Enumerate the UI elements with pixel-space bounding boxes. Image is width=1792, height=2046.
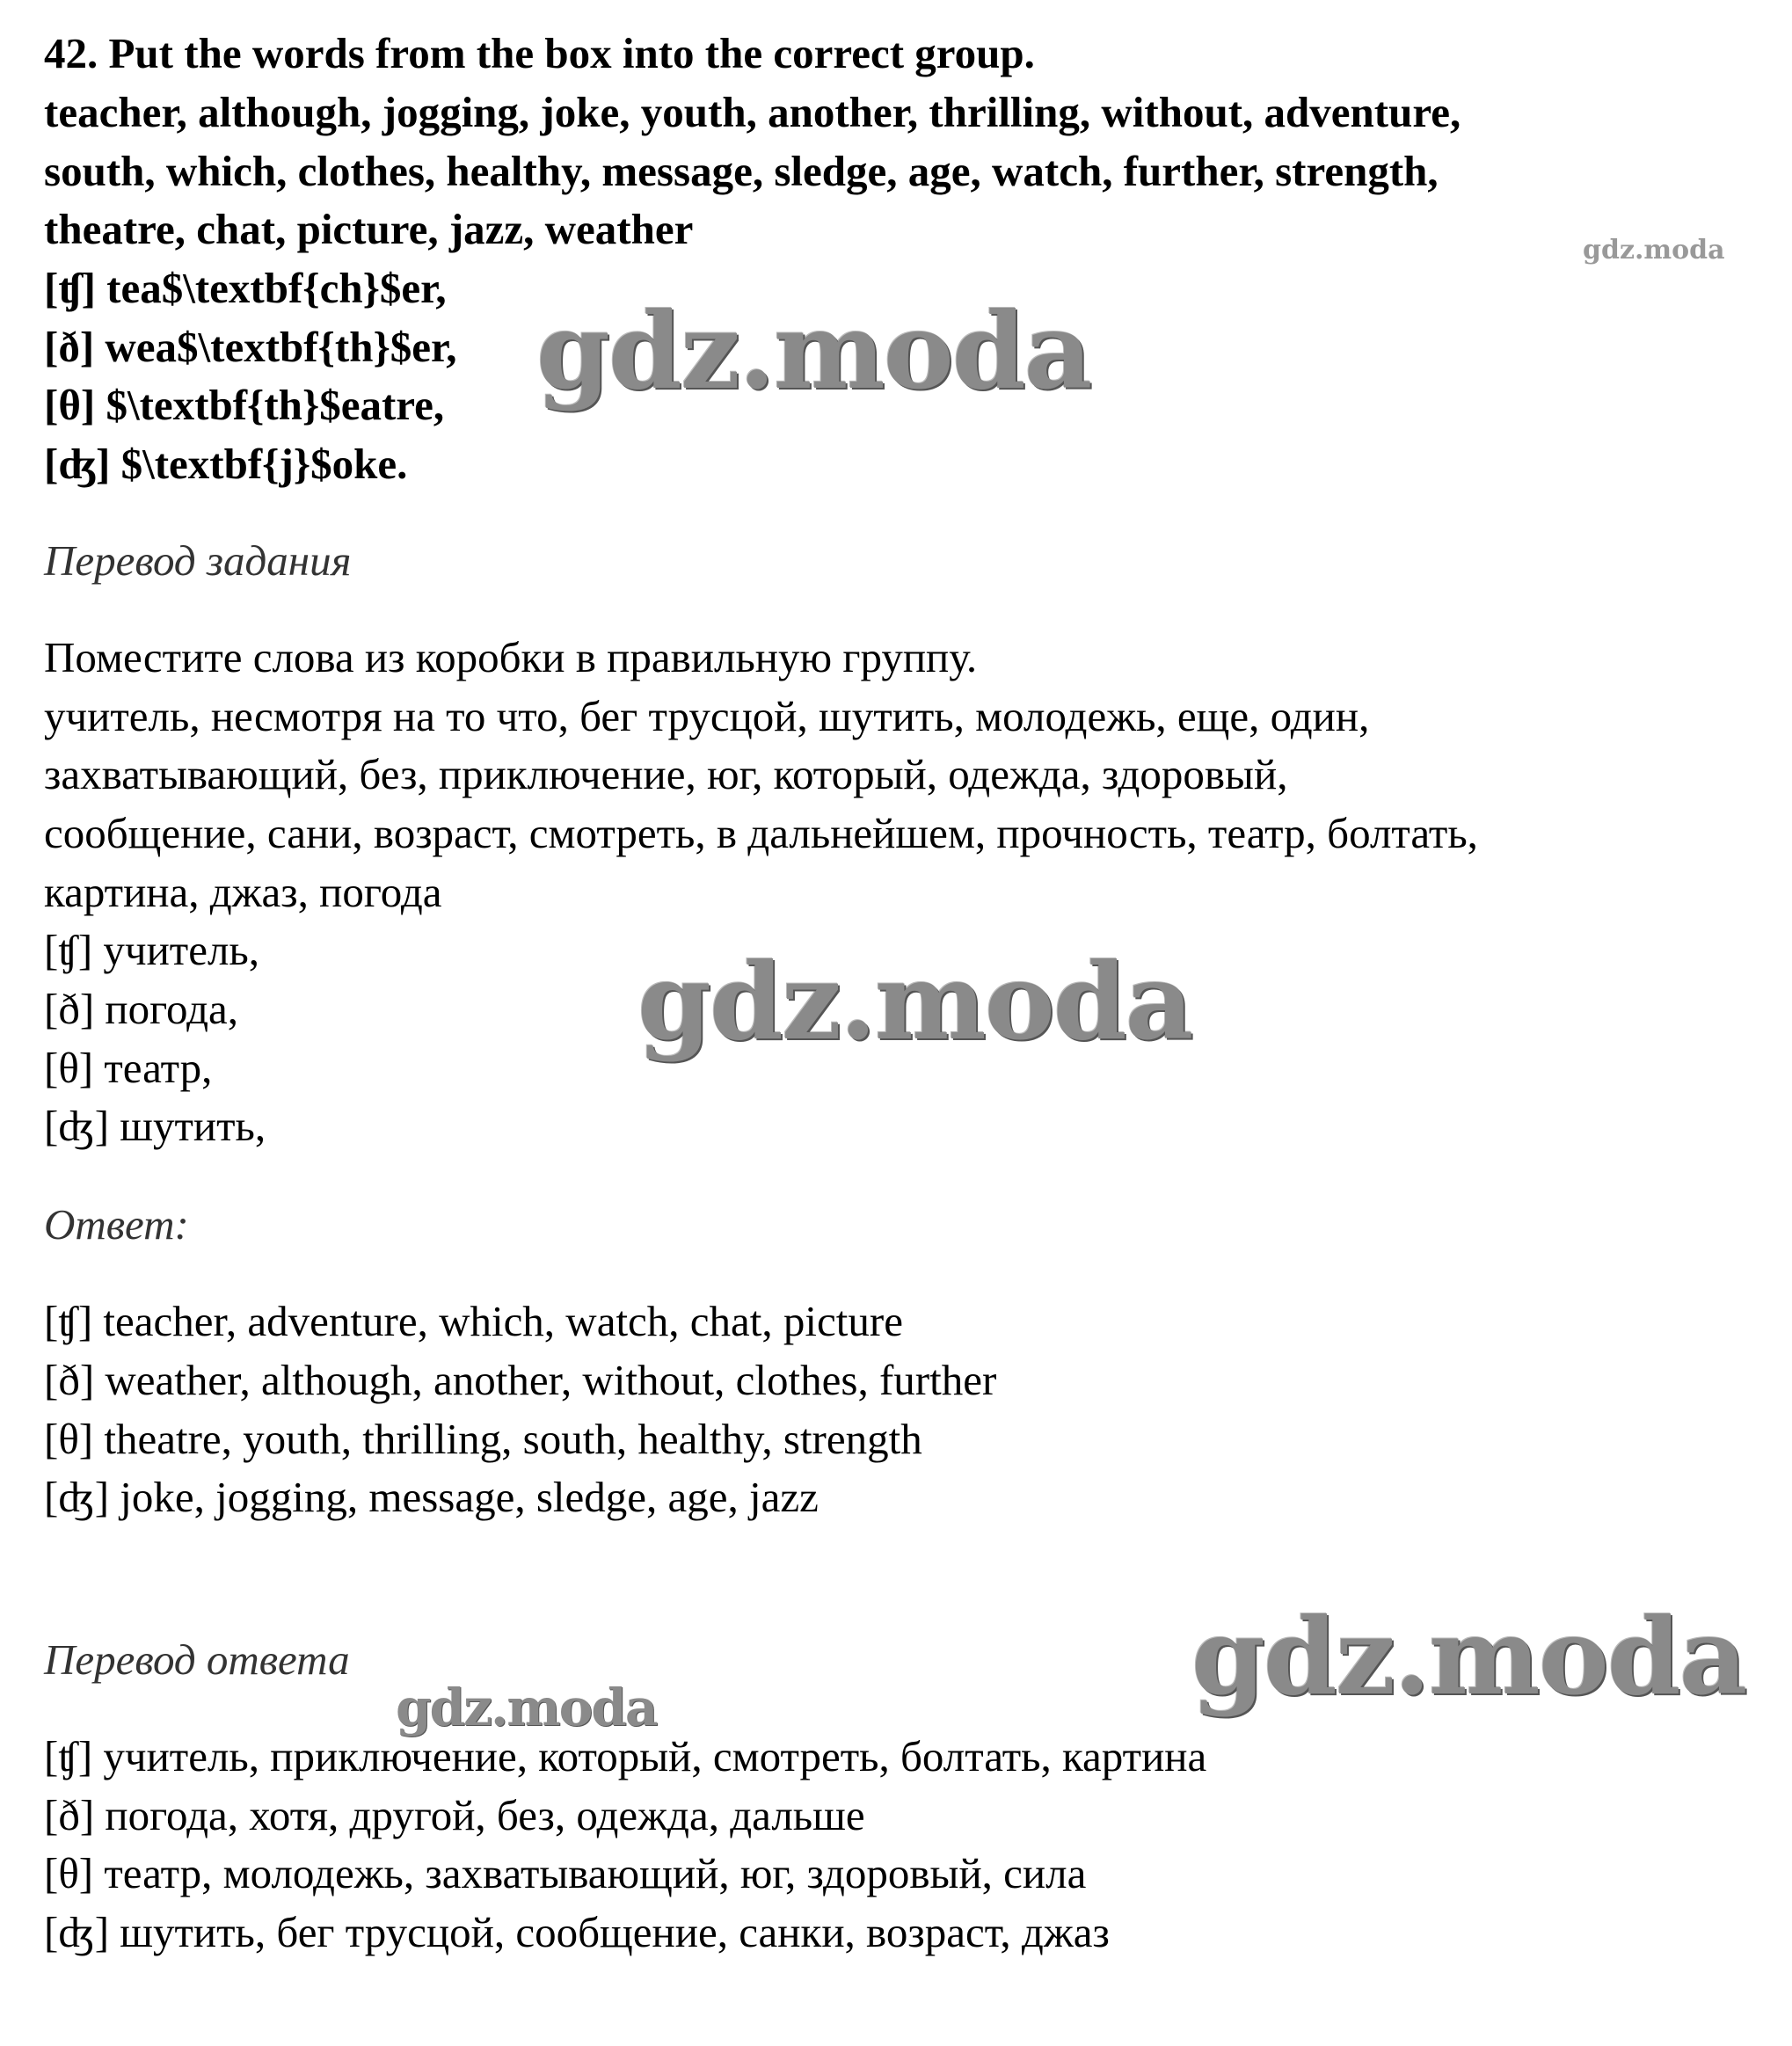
watermark-top-small: gdz.moda xyxy=(1583,235,1725,266)
answer-line: [ʤ] joke, jogging, message, sledge, age, jazz xyxy=(44,1473,819,1521)
translation-example-line: [ʧ] учитель, xyxy=(44,926,259,974)
watermark-middle: gdz.moda xyxy=(637,940,1192,1064)
word-box-line: theatre, chat, picture, jazz, weather xyxy=(44,205,694,253)
translation-example-line: [ð] погода, xyxy=(44,985,239,1033)
translation-word-box-line: картина, джаз, погода xyxy=(44,868,442,916)
translation-example-line: [ʤ] шутить, xyxy=(44,1102,266,1150)
answer-line: [ʧ] teacher, adventure, which, watch, chat, picture xyxy=(44,1297,903,1345)
word-box-line: teacher, although, jogging, joke, youth, another, thrilling, without, adventure, xyxy=(44,88,1461,136)
translation-instruction: Поместите слова из коробки в правильную группу. xyxy=(44,633,978,681)
watermark-top-big: gdz.moda xyxy=(536,289,1091,413)
task-title: 42. Put the words from the box into the correct group. xyxy=(44,29,1035,77)
answer-heading: Ответ: xyxy=(44,1200,189,1249)
translation-word-box-line: учитель, несмотря на то что, бег трусцой, шутить, молодежь, еще, один, xyxy=(44,692,1370,740)
answer-line: [ð] weather, although, another, without, clothes, further xyxy=(44,1356,997,1404)
example-line: [θ] $\textbf{th}$eatre, xyxy=(44,381,445,429)
example-line: [ʤ] $\textbf{j}$oke. xyxy=(44,440,408,488)
watermark-bottom-mid: gdz.moda xyxy=(396,1678,657,1737)
answer-translation-line: [θ] театр, молодежь, захватывающий, юг, здоровый, сила xyxy=(44,1849,1087,1897)
translation-example-line: [θ] театр, xyxy=(44,1044,213,1092)
example-line: [ʧ] tea$\textbf{ch}$er, xyxy=(44,264,447,312)
example-line: [ð] wea$\textbf{th}$er, xyxy=(44,323,457,371)
answer-translation-heading: Перевод ответа xyxy=(44,1635,350,1684)
translation-word-box-line: сообщение, сани, возраст, смотреть, в дальнейшем, прочность, театр, болтать, xyxy=(44,809,1478,857)
answer-translation-line: [ʧ] учитель, приключение, который, смотреть, болтать, картина xyxy=(44,1732,1207,1780)
answer-line: [θ] theatre, youth, thrilling, south, healthy, strength xyxy=(44,1415,922,1463)
answer-translation-line: [ð] погода, хотя, другой, без, одежда, дальше xyxy=(44,1791,865,1839)
translation-word-box-line: захватывающий, без, приключение, юг, который, одежда, здоровый, xyxy=(44,750,1288,798)
task-translation-heading: Перевод задания xyxy=(44,536,352,585)
watermark-bottom-big: gdz.moda xyxy=(1191,1595,1746,1719)
word-box-line: south, which, clothes, healthy, message, sledge, age, watch, further, strength, xyxy=(44,147,1439,195)
answer-translation-line: [ʤ] шутить, бег трусцой, сообщение, санки, возраст, джаз xyxy=(44,1908,1110,1956)
